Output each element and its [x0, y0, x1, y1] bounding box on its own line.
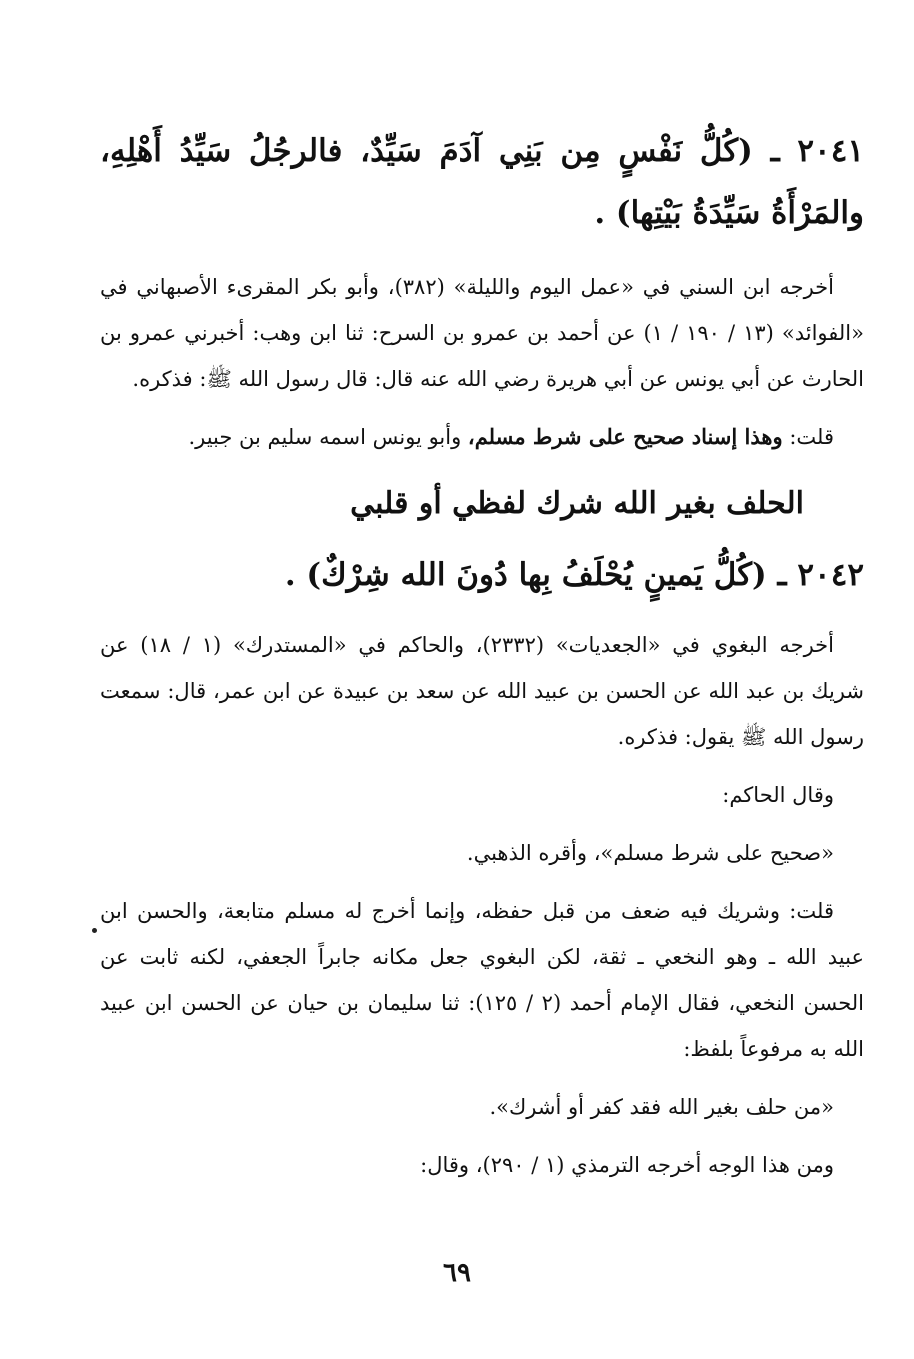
page-number: ٦٩: [443, 1258, 471, 1288]
page-body: [100, 120, 864, 1188]
section-title: الحلف بغير الله شرك لفظي أو قلبي: [350, 486, 804, 521]
marfu-quote: «من حلف بغير الله فقد كفر أو أشرك».: [489, 1095, 834, 1119]
ink-speck: [92, 928, 97, 933]
hakim-quote: «صحيح على شرط مسلم»، وأقره الذهبي.: [466, 841, 834, 865]
takhrij-2042: أخرجه البغوي في «الجعديات» (٢٣٣٢)، والحاكم في «المستدرك» (١ / ١٨) عن شريك بن عبد الله عن الحسن بن عبيد الله عن سعد بن عبيدة عن ابن عمر، قال: سمعت رسول الله ﷺ يقول: فذكره.: [100, 633, 864, 749]
hadith-2042-text: (كُلُّ يَمينٍ يُحْلَفُ بِها دُونَ الله شِرْكٌ) .: [284, 557, 767, 593]
hadith-2042-heading: [100, 544, 864, 606]
hakim-intro: وقال الحاكم:: [722, 783, 834, 807]
hadith-2041-number: ٢٠٤١ ـ: [770, 133, 864, 169]
tirmidhi-line: ومن هذا الوجه أخرجه الترمذي (١ / ٢٩٠)، وقال:: [420, 1153, 834, 1177]
takhrij-2041: أخرجه ابن السني في «عمل اليوم والليلة» (٣٨٢)، وأبو بكر المقرىء الأصبهاني في «الفوائد» (١٣ / ١٩٠ / ١) عن أحمد بن عمرو بن السرح: ثنا ابن وهب: أخبرني عمرو بن الحارث عن أبي يونس عن أبي هريرة رضي الله عنه قال: قال رسول الله ﷺ: فذكره.: [100, 275, 864, 391]
comment-2041-lead: قلت:: [789, 425, 834, 449]
hadith-2041-text: (كُلُّ نَفْسٍ مِن بَنِي آدَمَ سَيِّدٌ، فالرجُلُ سَيِّدُ أَهْلِهِ، والمَرْأَةُ سَيِّدَةُ بَيْتِها) .: [100, 133, 864, 231]
comment-2041: [100, 414, 864, 460]
hadith-2042-number: ٢٠٤٢ ـ: [777, 557, 864, 593]
comment-2042: قلت: وشريك فيه ضعف من قبل حفظه، وإنما أخرج له مسلم متابعة، والحسن ابن عبيد الله ـ وهو النخعي ـ ثقة، لكن البغوي جعل مكانه جابراً الجعفي، لكنه ثابت عن الحسن النخعي، فقال الإمام أحمد (٢ / ١٢٥): ثنا سليمان بن حيان عن الحسن ابن عبيد الله به مرفوعاً بلفظ:: [100, 899, 865, 1061]
hadith-2041-heading: [100, 120, 864, 244]
comment-2041-rest: وأبو يونس اسمه سليم بن جبير.: [188, 425, 462, 449]
comment-2041-bold: وهذا إسناد صحيح على شرط مسلم،: [467, 424, 783, 449]
